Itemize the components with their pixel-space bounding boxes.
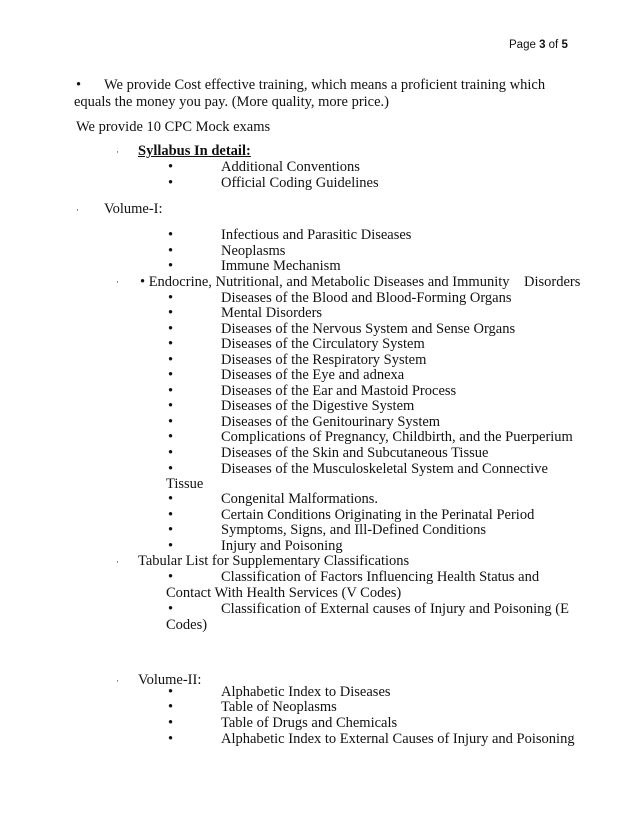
bullet-icon: • <box>168 367 174 383</box>
tabular-list-heading: Tabular List for Supplementary Classifications <box>138 553 410 569</box>
small-bullet-icon: · <box>76 205 79 215</box>
small-bullet-icon: · <box>116 557 119 567</box>
bullet-icon: • <box>168 243 174 259</box>
bullet-icon: • <box>168 522 174 538</box>
bullet-icon: • <box>168 398 174 414</box>
bullet-icon: • <box>168 699 174 715</box>
volume-2-item: Alphabetic Index to Diseases <box>221 684 391 700</box>
bullet-icon: • <box>168 601 174 617</box>
bullet-icon: • <box>168 507 174 523</box>
tabular-item: Classification of External causes of Injury and Poisoning (E <box>221 601 569 617</box>
endocrine-item: • Endocrine, Nutritional, and Metabolic Diseases and Immunity Disorders <box>140 274 581 290</box>
volume-1-item: Diseases of the Blood and Blood-Forming Organs <box>221 290 512 306</box>
bullet-icon: • <box>168 445 174 461</box>
volume-1-item: Mental Disorders <box>221 305 323 321</box>
tabular-item-continuation: Codes) <box>166 617 208 633</box>
volume-2-item: Alphabetic Index to External Causes of Injury and Poisoning <box>221 731 575 747</box>
volume-1-item: Neoplasms <box>221 243 286 259</box>
volume-1-item: Diseases of the Musculoskeletal System and Connective <box>221 461 548 477</box>
bullet-icon: • <box>168 569 174 585</box>
volume-1-item: Infectious and Parasitic Diseases <box>221 227 412 243</box>
bullet-icon: • <box>168 383 174 399</box>
volume-1-item: Diseases of the Genitourinary System <box>221 414 441 430</box>
bullet-icon: • <box>168 731 174 747</box>
volume-1-item: Symptoms, Signs, and Ill-Defined Conditions <box>221 522 487 538</box>
bullet-icon: • <box>168 538 174 554</box>
volume-1-item: Injury and Poisoning <box>221 538 343 554</box>
bullet-icon: • <box>168 684 174 700</box>
mock-exams-text: We provide 10 CPC Mock exams <box>76 119 271 135</box>
volume-2-item: Table of Drugs and Chemicals <box>221 715 398 731</box>
bullet-icon: • <box>168 290 174 306</box>
small-bullet-icon: · <box>116 147 119 157</box>
tabular-item: Classification of Factors Influencing Health Status and <box>221 569 540 585</box>
tabular-item-continuation: Contact With Health Services (V Codes) <box>166 585 402 601</box>
syllabus-item: Additional Conventions <box>221 159 360 175</box>
intro-line-2: equals the money you pay. (More quality, more price.) <box>74 94 390 110</box>
small-bullet-icon: · <box>116 676 119 686</box>
small-bullet-icon: · <box>116 277 119 287</box>
bullet-icon: • <box>168 159 174 175</box>
bullet-icon: • <box>168 258 174 274</box>
volume-1-item: Certain Conditions Originating in the Perinatal Period <box>221 507 535 523</box>
volume-1-item: Immune Mechanism <box>221 258 341 274</box>
bullet-icon: • <box>168 429 174 445</box>
bullet-icon: • <box>168 352 174 368</box>
syllabus-heading: Syllabus In detail: <box>138 143 251 159</box>
bullet-icon: • <box>168 321 174 337</box>
volume-1-item-continuation: Tissue <box>166 476 204 492</box>
volume-1-item: Congenital Malformations. <box>221 491 379 507</box>
page-number: Page 3 of 5 <box>509 39 568 51</box>
volume-1-item: Complications of Pregnancy, Childbirth, and the Puerperium <box>221 429 573 445</box>
volume-1-item: Diseases of the Ear and Mastoid Process <box>221 383 457 399</box>
intro-bullet: • <box>76 77 82 93</box>
bullet-icon: • <box>168 461 174 477</box>
bullet-icon: • <box>168 414 174 430</box>
syllabus-item: Official Coding Guidelines <box>221 175 379 191</box>
volume-1-item: Diseases of the Nervous System and Sense Organs <box>221 321 516 337</box>
intro-line-1: We provide Cost effective training, which means a proficient training which <box>104 77 546 93</box>
volume-1-item: Diseases of the Digestive System <box>221 398 415 414</box>
volume-1-item: Diseases of the Skin and Subcutaneous Tissue <box>221 445 489 461</box>
volume-1-item: Diseases of the Circulatory System <box>221 336 425 352</box>
bullet-icon: • <box>168 175 174 191</box>
bullet-icon: • <box>168 227 174 243</box>
volume-1-item: Diseases of the Respiratory System <box>221 352 427 368</box>
bullet-icon: • <box>168 491 174 507</box>
bullet-icon: • <box>168 336 174 352</box>
volume-2-heading: Volume-II: <box>138 672 202 688</box>
volume-1-heading: Volume-I: <box>104 201 163 217</box>
volume-1-item: Diseases of the Eye and adnexa <box>221 367 405 383</box>
volume-2-item: Table of Neoplasms <box>221 699 337 715</box>
bullet-icon: • <box>168 305 174 321</box>
bullet-icon: • <box>168 715 174 731</box>
